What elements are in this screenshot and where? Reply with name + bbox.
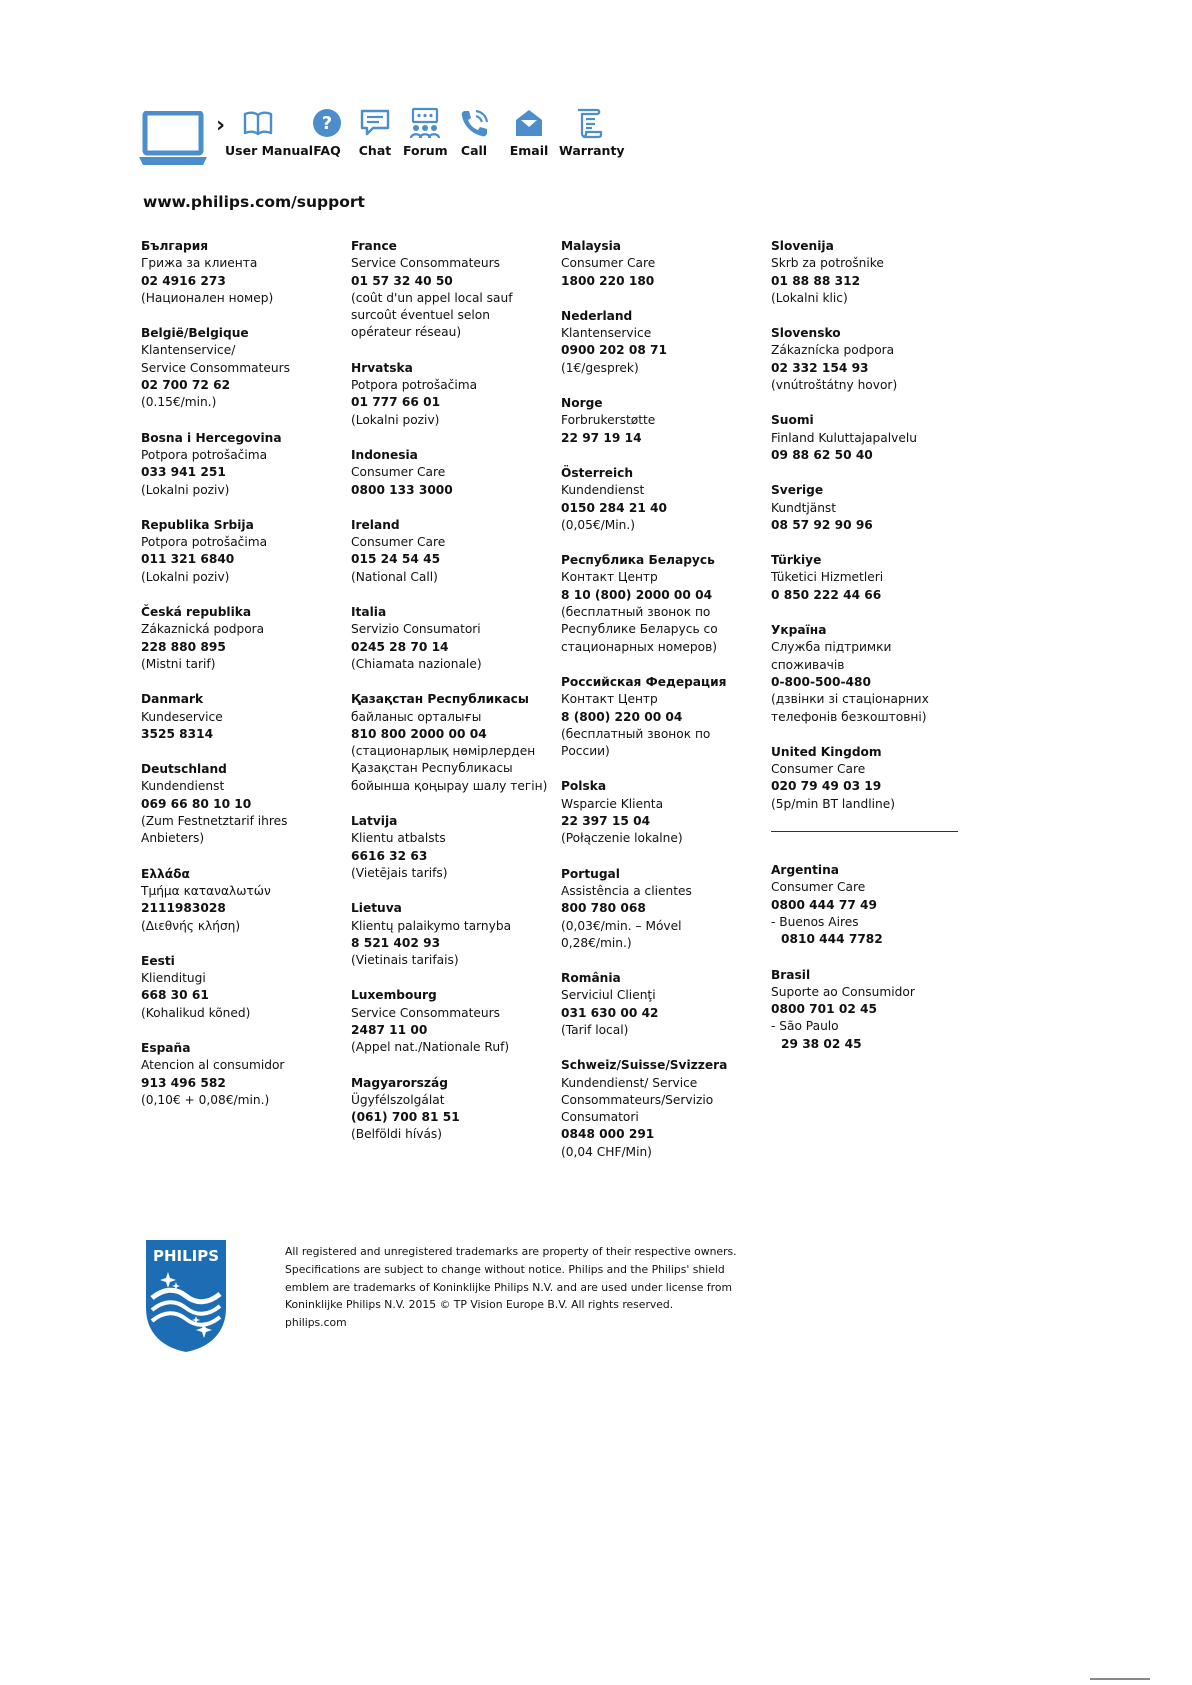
call-note: Республике Беларусь со	[561, 622, 718, 637]
page-edge-mark	[1090, 1678, 1150, 1680]
contact-entry	[351, 447, 551, 499]
phone-number[interactable]: 668 30 61	[141, 988, 209, 1003]
call-note: (Zum Festnetztarif ihres	[141, 814, 288, 829]
country-name: Lietuva	[351, 901, 402, 916]
contact-entry	[141, 430, 341, 499]
call-note: (Vietinais tarifais)	[351, 953, 459, 968]
service-name: Finland Kuluttajapalvelu	[771, 430, 917, 445]
service-name: Zákaznická podpora	[141, 622, 265, 637]
service-name: Klientų palaikymo tarnyba	[351, 918, 512, 933]
call-note: opérateur réseau)	[351, 325, 462, 340]
call-note: - São Paulo	[771, 1019, 839, 1034]
service-name: Kundtjänst	[771, 500, 837, 515]
country-name: United Kingdom	[771, 744, 882, 759]
phone-number[interactable]: 015 24 54 45	[351, 552, 441, 567]
phone-number[interactable]: 01 88 88 312	[771, 273, 861, 288]
phone-number[interactable]: 228 880 895	[141, 639, 226, 654]
nav-faq[interactable]	[310, 107, 344, 158]
call-note: (Национален номер)	[141, 290, 274, 305]
country-name: Hrvatska	[351, 360, 413, 375]
nav-faq-label: FAQ	[313, 143, 341, 158]
call-note: (стационарлық нөмірлерден	[351, 744, 536, 759]
phone-number[interactable]: 0-800-500-480	[771, 674, 871, 689]
contact-entry	[561, 465, 761, 534]
phone-number[interactable]: 0800 444 77 49	[771, 897, 878, 912]
phone-number[interactable]: 800 780 068	[561, 901, 646, 916]
contact-entry	[351, 1075, 551, 1144]
contact-entry	[351, 604, 551, 673]
country-name: Italia	[351, 605, 387, 620]
contact-entry	[351, 517, 551, 586]
phone-number[interactable]: 020 79 49 03 19	[771, 779, 882, 794]
country-name: Україна	[771, 623, 827, 638]
country-name: Portugal	[561, 866, 620, 881]
country-name: Республика Беларусь	[561, 553, 715, 568]
country-name: Deutschland	[141, 762, 227, 777]
call-note: (1€/gesprek)	[561, 360, 639, 375]
call-note: surcoût éventuel selon	[351, 308, 490, 323]
phone-number[interactable]: 8 (800) 220 00 04	[561, 709, 683, 724]
contact-entry	[141, 1040, 341, 1109]
phone-number[interactable]: 0848 000 291	[561, 1127, 655, 1142]
phone-number[interactable]: 8 10 (800) 2000 00 04	[561, 587, 713, 602]
service-name: Служба підтримки	[771, 640, 892, 655]
nav-email-label: Email	[509, 143, 549, 158]
chevron-right-icon: ›	[216, 113, 226, 138]
service-name: Kundendienst	[561, 483, 645, 498]
nav-user-manual-label: User Manual	[225, 143, 313, 158]
contact-entry	[771, 862, 971, 948]
call-note: (Lokalni poziv)	[141, 482, 230, 497]
call-note: Қазақстан Республикасы	[351, 761, 513, 776]
service-name: Skrb za potrošnike	[771, 256, 884, 271]
call-note: (Διεθνής κλήση)	[141, 918, 241, 933]
phone-number[interactable]: 2111983028	[141, 901, 226, 916]
phone-number[interactable]: 0800 701 02 45	[771, 1002, 878, 1017]
service-name: Forbrukerstøtte	[561, 413, 656, 428]
phone-number[interactable]: 22 97 19 14	[561, 430, 642, 445]
contact-entry	[771, 552, 971, 604]
call-note: (бесплатный звонок по	[561, 605, 711, 620]
phone-number[interactable]: 033 941 251	[141, 465, 226, 480]
contact-entry	[771, 325, 971, 394]
contact-entry	[351, 360, 551, 429]
call-note: (Lokalni poziv)	[141, 569, 230, 584]
contact-entry	[351, 813, 551, 882]
phone-number[interactable]: 02 700 72 62	[141, 378, 231, 393]
nav-email[interactable]	[509, 107, 549, 158]
country-name: Slovensko	[771, 326, 841, 341]
country-name: Malaysia	[561, 239, 621, 253]
phone-number[interactable]: 0245 28 70 14	[351, 639, 449, 654]
phone-number[interactable]: 0900 202 08 71	[561, 343, 668, 358]
call-note: (vnútroštátny hovor)	[771, 378, 898, 393]
country-name: France	[351, 239, 397, 253]
nav-call[interactable]	[457, 107, 491, 158]
service-name: Consumer Care	[771, 762, 866, 777]
phone-number[interactable]: 031 630 00 42	[561, 1005, 659, 1020]
contact-entry	[141, 761, 341, 847]
support-nav	[139, 107, 659, 167]
service-name: Tüketici Hizmetleri	[771, 570, 884, 585]
service-name: Zákaznícka podpora	[771, 343, 895, 358]
nav-chat[interactable]	[355, 107, 395, 158]
phone-number[interactable]: 02 4916 273	[141, 273, 226, 288]
service-name: Wsparcie Klienta	[561, 796, 664, 811]
contact-column-4	[771, 238, 971, 1071]
call-note: (Lokalni poziv)	[351, 412, 440, 427]
call-note: России)	[561, 744, 610, 759]
nav-user-manual[interactable]	[225, 107, 313, 158]
country-name: Ireland	[351, 517, 400, 532]
service-name: Service Consommateurs	[141, 360, 290, 375]
philips-shield-logo	[144, 1238, 228, 1354]
legal-line: philips.com	[285, 1316, 347, 1330]
service-name: Consumer Care	[351, 465, 446, 480]
service-name: Potpora potrošačima	[141, 447, 268, 462]
service-name: байланыс орталығы	[351, 709, 482, 724]
nav-forum[interactable]	[403, 107, 447, 158]
call-note: (0,03€/min. – Móvel	[561, 918, 682, 933]
country-name: España	[141, 1040, 191, 1055]
contact-column-3	[561, 238, 761, 1179]
legal-notice	[285, 1243, 755, 1332]
phone-number[interactable]: 810 800 2000 00 04	[351, 726, 487, 741]
country-name: Österreich	[561, 465, 634, 480]
phone-number[interactable]: 8 521 402 93	[351, 935, 441, 950]
country-name: Slovenija	[771, 239, 834, 253]
call-note: (5p/min BT landline)	[771, 796, 895, 811]
country-name: Sverige	[771, 483, 824, 498]
contact-entry	[561, 238, 761, 290]
contact-entry	[771, 744, 971, 813]
nav-chat-label: Chat	[358, 143, 392, 158]
country-name: Magyarország	[351, 1075, 448, 1090]
call-note: (дзвінки зі стаціонарних	[771, 692, 929, 707]
call-note: (Kohalikud kõned)	[141, 1005, 251, 1020]
phone-number[interactable]: 3525 8314	[141, 726, 214, 741]
email-icon	[513, 107, 545, 139]
contact-entry	[771, 238, 971, 307]
country-name: Ελλάδα	[141, 866, 190, 881]
nav-call-label: Call	[460, 143, 488, 158]
service-name: Kundendienst	[141, 779, 225, 794]
call-note: телефонів безкоштовні)	[771, 709, 927, 724]
call-note: (Lokalni klic)	[771, 290, 848, 305]
country-name: Norge	[561, 396, 603, 411]
contact-entry	[351, 987, 551, 1056]
country-name: Danmark	[141, 692, 204, 707]
nav-forum-label: Forum	[403, 143, 448, 158]
service-name: споживачів	[771, 657, 845, 672]
phone-number[interactable]: 6616 32 63	[351, 848, 428, 863]
phone-number[interactable]: 0 850 222 44 66	[771, 587, 882, 602]
call-note: (бесплатный звонок по	[561, 726, 711, 741]
contact-entry	[141, 691, 341, 743]
phone-number[interactable]: 02 332 154 93	[771, 360, 869, 375]
service-name: Consumer Care	[351, 535, 446, 550]
contact-entry	[141, 517, 341, 586]
country-name: Қазақстан Республикасы	[351, 692, 529, 707]
contact-entry	[771, 622, 971, 726]
service-name: Klientu atbalsts	[351, 831, 446, 846]
service-name: Potpora potrošačima	[351, 378, 478, 393]
country-name: Eesti	[141, 953, 175, 968]
country-name: България	[141, 239, 209, 253]
call-note: 0,28€/min.)	[561, 935, 632, 950]
country-name: România	[561, 971, 621, 986]
question-icon	[311, 107, 343, 139]
country-name: Türkiye	[771, 553, 822, 568]
call-note: (Belföldi hívás)	[351, 1127, 443, 1142]
country-name: Bosna i Hercegovina	[141, 430, 282, 445]
country-name: Suomi	[771, 413, 814, 428]
country-name: Luxembourg	[351, 988, 437, 1003]
call-note: (Mistni tarif)	[141, 656, 216, 671]
service-name: Consumer Care	[561, 256, 656, 271]
service-name: Serviciul Clienţi	[561, 988, 656, 1003]
phone-number[interactable]: 01 777 66 01	[351, 395, 441, 410]
contact-entry	[141, 604, 341, 673]
service-name: Servizio Consumatori	[351, 622, 481, 637]
country-name: België/Belgique	[141, 326, 249, 341]
call-note: (Vietējais tarifs)	[351, 865, 448, 880]
contact-entry	[141, 238, 341, 307]
phone-number[interactable]: 22 397 15 04	[561, 814, 651, 829]
legal-line: Koninklijke Philips N.V. 2015 © TP Vision Europe B.V. All rights reserved.	[285, 1298, 674, 1312]
call-note: (Appel nat./Nationale Ruf)	[351, 1040, 510, 1055]
call-note: (0,10€ + 0,08€/min.)	[141, 1092, 270, 1107]
contact-entry	[141, 325, 341, 411]
contact-entry	[141, 953, 341, 1022]
section-divider	[771, 831, 958, 832]
phone-number[interactable]: 08 57 92 90 96	[771, 517, 873, 532]
country-name: Российская Федерация	[561, 674, 727, 689]
service-name: Potpora potrošačima	[141, 535, 268, 550]
contact-entry	[771, 412, 971, 464]
country-name: Česká republika	[141, 605, 252, 620]
contact-entry	[771, 482, 971, 534]
warranty-icon	[573, 107, 605, 139]
phone-number[interactable]: 09 88 62 50 40	[771, 447, 873, 462]
service-name: Klantenservice/	[141, 343, 236, 358]
svg-text:?: ?	[321, 113, 333, 134]
service-name: Consommateurs/Servizio	[561, 1092, 714, 1107]
service-name: Klantenservice	[561, 326, 652, 341]
legal-line: emblem are trademarks of Koninklijke Philips N.V. and are used under license from	[285, 1280, 732, 1294]
service-name: Assistência a clientes	[561, 883, 692, 898]
service-name: Atencion al consumidor	[141, 1058, 285, 1073]
phone-number[interactable]: 2487 11 00	[351, 1022, 428, 1037]
country-name: Indonesia	[351, 447, 418, 462]
service-name: Service Consommateurs	[351, 256, 500, 271]
phone-number[interactable]: 0150 284 21 40	[561, 500, 668, 515]
call-note: (0.15€/min.)	[141, 395, 217, 410]
call-note: Anbieters)	[141, 831, 205, 846]
service-name: Контакт Центр	[561, 692, 658, 707]
nav-warranty-label: Warranty	[559, 143, 625, 158]
phone-number[interactable]: 913 496 582	[141, 1075, 226, 1090]
call-note: (coût d'un appel local sauf	[351, 290, 513, 305]
country-name: Argentina	[771, 863, 840, 878]
phone-number[interactable]: (061) 700 81 51	[351, 1110, 460, 1125]
service-name: Consumatori	[561, 1110, 639, 1125]
contact-entry	[561, 866, 761, 952]
call-note: (Chiamata nazionale)	[351, 656, 482, 671]
contact-entry	[561, 970, 761, 1039]
phone-icon	[458, 107, 490, 139]
contact-column-2	[351, 238, 551, 1162]
support-website-link[interactable]: www.philips.com/support	[143, 193, 365, 211]
service-name: Контакт Центр	[561, 570, 658, 585]
chat-icon	[359, 107, 391, 139]
phone-number[interactable]: 069 66 80 10 10	[141, 796, 252, 811]
service-name: Service Consommateurs	[351, 1005, 500, 1020]
contact-entry	[771, 967, 971, 1053]
service-name: Suporte ao Consumidor	[771, 984, 915, 999]
service-name: Ügyfélszolgálat	[351, 1092, 445, 1107]
service-name: Kundeservice	[141, 709, 223, 724]
call-note: (Tarif local)	[561, 1022, 629, 1037]
contact-entry	[561, 778, 761, 847]
contact-column-1	[141, 238, 341, 1127]
forum-icon	[409, 107, 441, 139]
service-name: Kundendienst/ Service	[561, 1075, 698, 1090]
call-note: стационарных номеров)	[561, 639, 718, 654]
nav-warranty[interactable]	[559, 107, 625, 158]
call-note: (0,05€/Min.)	[561, 517, 636, 532]
call-note: - Buenos Aires	[771, 914, 859, 929]
country-name: Latvija	[351, 814, 398, 829]
country-name: Brasil	[771, 967, 811, 982]
contact-entry	[351, 238, 551, 342]
legal-line: All registered and unregistered trademarks are property of their respective owners.	[285, 1245, 737, 1258]
contact-entry	[351, 900, 551, 969]
phone-number[interactable]: 1800 220 180	[561, 273, 655, 288]
laptop-icon	[139, 111, 211, 167]
service-name: Klienditugi	[141, 971, 206, 986]
contact-entry	[141, 866, 341, 935]
call-note: (0,04 CHF/Min)	[561, 1144, 652, 1159]
country-name: Schweiz/Suisse/Svizzera	[561, 1058, 728, 1073]
call-note: бойынша қоңырау шалу тегін)	[351, 778, 548, 793]
book-icon	[242, 107, 274, 139]
phone-number[interactable]: 011 321 6840	[141, 552, 235, 567]
legal-line: Specifications are subject to change without notice. Philips and the Philips' shield	[285, 1262, 725, 1276]
contact-entry	[561, 552, 761, 656]
contact-entry	[561, 674, 761, 760]
call-note: (Połączenie lokalne)	[561, 831, 683, 846]
service-name: Consumer Care	[771, 880, 866, 895]
country-name: Nederland	[561, 308, 633, 323]
service-name: Грижа за клиента	[141, 256, 258, 271]
service-name: Τμήμα καταναλωτών	[141, 883, 271, 898]
contact-entry	[561, 1057, 761, 1161]
phone-number[interactable]: 01 57 32 40 50	[351, 273, 453, 288]
svg-text:PHILIPS: PHILIPS	[152, 1247, 220, 1265]
phone-number[interactable]: 0800 133 3000	[351, 482, 453, 497]
contact-entry	[351, 691, 551, 795]
call-note: (National Call)	[351, 569, 438, 584]
phone-number[interactable]: 29 38 02 45	[781, 1036, 862, 1051]
phone-number[interactable]: 0810 444 7782	[781, 932, 883, 947]
country-name: Republika Srbija	[141, 517, 254, 532]
contact-entry	[561, 308, 761, 377]
country-name: Polska	[561, 779, 607, 794]
contact-entry	[561, 395, 761, 447]
